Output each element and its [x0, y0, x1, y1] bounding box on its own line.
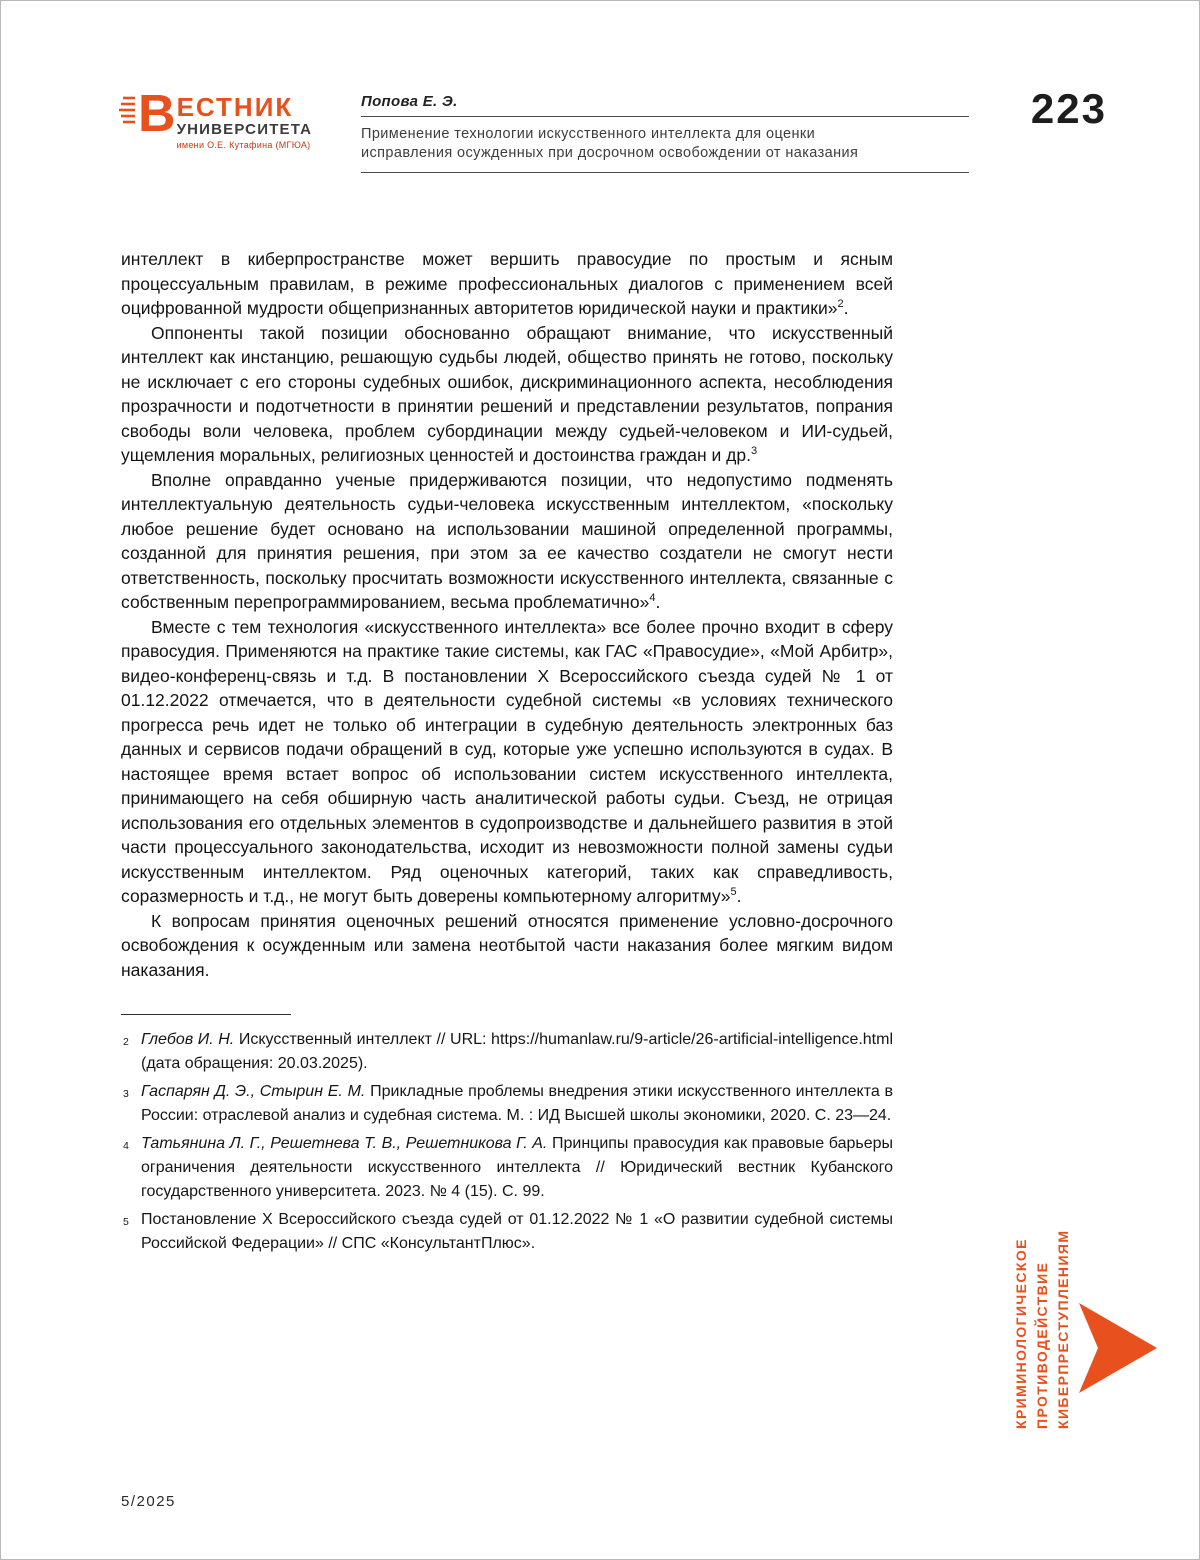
footnote-number: 5: [123, 1216, 129, 1228]
paragraph: Вместе с тем технология «искусственного интеллекта» все более прочно входит в сферу правосудия. Применяются на практике такие системы, как ГАС «Правосудие», «Мой Арбитр», видео-конференц-связь и т.д. В постановлении X Всероссийского съезда судей № 1 от 01.12.2022 отмечается, что в деятельности судебной системы «в условиях технического прогресса речь идет не только об интеграции в судебную деятельность электронных баз данных и сервисов подачи обращений в суд, которые уже успешно используются в судах. В настоящее время встает вопрос об использовании систем искусственного интеллекта, принимающего на себя обширную часть аналитической работы судьи. Съезд, не отрицая использования его отдельных элементов в судопроизводстве и дальнейшего развития в этой части процессуального законодательства, исходит из невозможности полной замены судьи искусственным интеллектом. Ряд оценочных категорий, таких как справедливость, соразмерность и т.д., не могут быть доверены компьютерному алгоритму»$^5$.: [121, 616, 893, 906]
paragraph: Вполне оправданно ученые придерживаются позиции, что недопустимо подменять интеллектуальную деятельность судьи-человека искусственным интеллектом, «поскольку любое решение будет основано на использовании машиной определенной программы, созданной для принятия решения, при этом за ее качество создатели не смогут нести ответственность, поскольку просчитать возможности искусственного интеллекта, связанные с собственным перепрограммированием, весьма проблематично»$^4$.: [121, 469, 893, 612]
rubric-line: КИБЕРПРЕСТУПЛЕНИЯМ: [1055, 1229, 1071, 1429]
issue-number: 5/2025: [121, 1493, 176, 1510]
page-footer: [121, 1493, 176, 1511]
rubric-line: ПРОТИВОДЕЙСТВИЕ: [1034, 1261, 1050, 1429]
rubric-line: КРИМИНОЛОГИЧЕСКОЕ: [1013, 1238, 1029, 1429]
footnote-marker: 4: [649, 592, 656, 605]
footnote: [121, 1080, 893, 1128]
footnote-number: 4: [123, 1140, 129, 1152]
footnote: [121, 1132, 893, 1204]
footnote-marker: 3: [750, 445, 758, 458]
logo-initial-letter: В: [138, 85, 175, 143]
paragraph: Оппоненты такой позиции обоснованно обращают внимание, что искусственный интеллект как инстанцию, решающую судьбы людей, общество принять не готово, поскольку не исключает с его стороны судебных ошибок, дискриминационного аспекта, несоблюдения прозрачности и подотчетности в принятии решений и представлении результатов, попрания свободы воли человека, проблем субординации между судьей-человеком и ИИ-судьей, ущемления моральных, религиозных ценностей и достоинства граждан и др.$^3$: [121, 322, 893, 465]
paragraph: интеллект в киберпространстве может вершить правосудие по простым и ясным процессуальным правилам, в режиме профессиональных диалогов с применением всей оцифрованной мудрости общепризнанных авторитетов юридической науки и практики»$^2$.: [121, 249, 893, 318]
footnote-text: Постановление X Всероссийского съезда судей от 01.12.2022 № 1 «О развитии судебной системы Российской Федерации» // СПС «КонсультантПлюс».: [141, 1211, 893, 1252]
footnotes: [121, 1028, 893, 1256]
author-name: Попова Е. Э.: [361, 93, 969, 117]
rubric-vertical: [1011, 1230, 1074, 1429]
journal-logo: [119, 85, 361, 173]
header-right: [361, 85, 1107, 173]
footnote-number: 2: [123, 1036, 129, 1048]
page-header: [119, 85, 1107, 173]
footnote: [121, 1028, 893, 1076]
paragraph: К вопросам принятия оценочных решений относятся применение условно-досрочного освобождения к осужденным или замена неотбытой части наказания более мягким видом наказания.: [121, 910, 893, 980]
footnote-number: 3: [123, 1088, 129, 1100]
logo-university-label: УНИВЕРСИТЕТА: [176, 121, 313, 138]
body-content: [121, 247, 893, 982]
footnote-text: Гаспарян Д. Э., Стырин Е. М. Прикладные проблемы внедрения этики искусственного интеллекта в России: отраслевой анализ и судебная система. М. : ИД Высшей школы экономики, 2020. С. 23—24.: [141, 1083, 894, 1124]
footnote: [121, 1208, 893, 1256]
footnote-text: Татьянина Л. Г., Решетнева Т. В., Решетникова Г. А. Принципы правосудия как правовые барьеры ограничения деятельности искусственного интеллекта // Юридический вестник Кубанского государственного университета. 2023. № 4 (15). С. 99.: [141, 1135, 893, 1200]
footnote-marker: 2: [837, 298, 844, 311]
article-title-line-1: Применение технологии искусственного интеллекта для оценки: [361, 126, 816, 142]
logo-subtitle: имени О.Е. Кутафина (МГЮА): [176, 140, 311, 151]
page-number: 223: [1030, 85, 1107, 132]
article-body: [121, 247, 893, 1260]
footnote-marker: 5: [730, 886, 737, 899]
arrow-logo-icon: [1079, 1293, 1157, 1408]
logo-hatch-icon: [119, 95, 135, 130]
footnote-separator: [121, 1014, 291, 1015]
logo-word-rest: ЕСТНИК: [176, 92, 294, 122]
footnote-text: Глебов И. Н. Искусственный интеллект // URL: https://humanlaw.ru/9-article/26-artificial-intelligence.html (дата обращения: 20.03.2025).: [141, 1031, 894, 1072]
article-title-line-2: исправления осужденных при досрочном освобождении от наказания: [361, 145, 859, 161]
